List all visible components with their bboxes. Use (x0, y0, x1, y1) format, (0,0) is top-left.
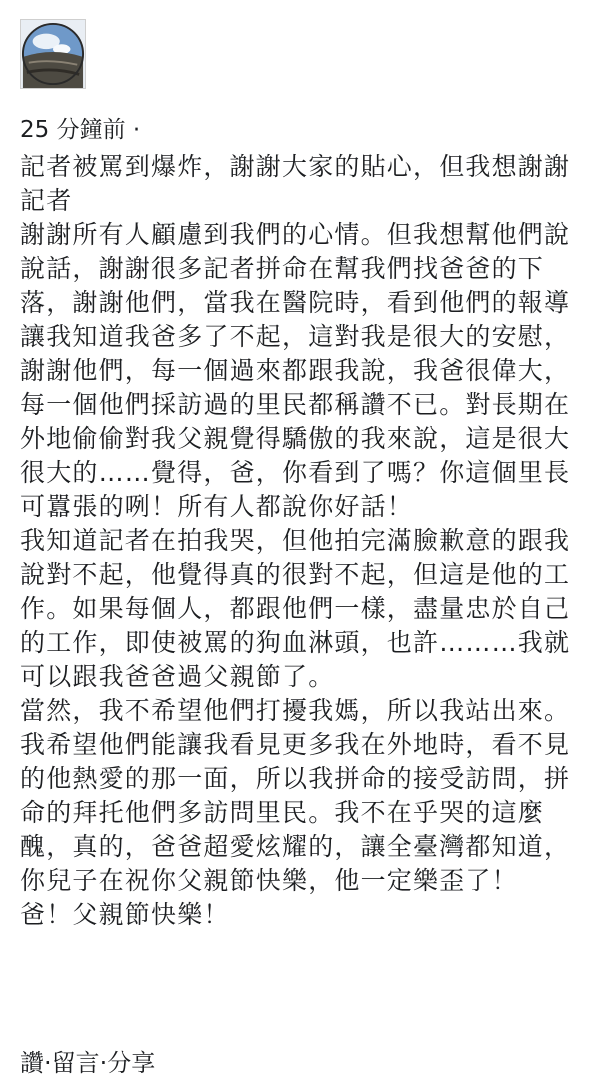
post-body (20, 150, 590, 932)
post-paragraph: 爸！父親節快樂！ (20, 900, 230, 929)
share-button[interactable]: 分享 (107, 1049, 156, 1077)
action-separator: · (99, 1049, 108, 1077)
like-button[interactable]: 讚 (20, 1049, 44, 1077)
post-paragraph: 記者被罵到爆炸，謝謝大家的貼心，但我想謝謝記者 (20, 152, 571, 215)
comment-button[interactable]: 留言 (51, 1049, 100, 1077)
post-timestamp[interactable]: 25 分鐘前 · (20, 117, 141, 143)
post-paragraph: 謝謝所有人顧慮到我們的心情。但我想幫他們說說話，謝謝很多記者拼命在幫我們找爸爸的下落，謝謝他們，當我在醫院時，看到他們的報導讓我知道我爸多了不起，這對我是很大的安慰，謝謝他們，每一個過來都跟我說，我爸很偉大，每一個他們採訪過的里民都稱讚不已。對長期在外地偷偷對我父親覺得驕傲的我來說，這是很大很大的……覺得，爸，你看到了嗎？你這個里長可囂張的咧！所有人都說你好話！ (20, 220, 571, 521)
post-paragraph: 我知道記者在拍我哭，但他拍完滿臉歉意的跟我說對不起，他覺得真的很對不起，但這是他的工作。如果每個人，都跟他們一樣，盡量忠於自己的工作，即使被罵的狗血淋頭，也許………我就可以跟我爸爸過父親節了。 (20, 526, 571, 691)
action-separator: · (44, 1049, 52, 1077)
post-paragraph: 當然，我不希望他們打擾我媽，所以我站出來。我希望他們能讓我看見更多我在外地時，看不見的他熱愛的那一面，所以我拼命的接受訪問，拼命的拜托他們多訪問里民。我不在乎哭的這麼醜，真的，爸爸超愛炫耀的，讓全臺灣都知道，你兒子在祝你父親節快樂，他一定樂歪了！ (20, 696, 571, 895)
post-actions (20, 1048, 155, 1078)
avatar[interactable] (20, 19, 86, 89)
